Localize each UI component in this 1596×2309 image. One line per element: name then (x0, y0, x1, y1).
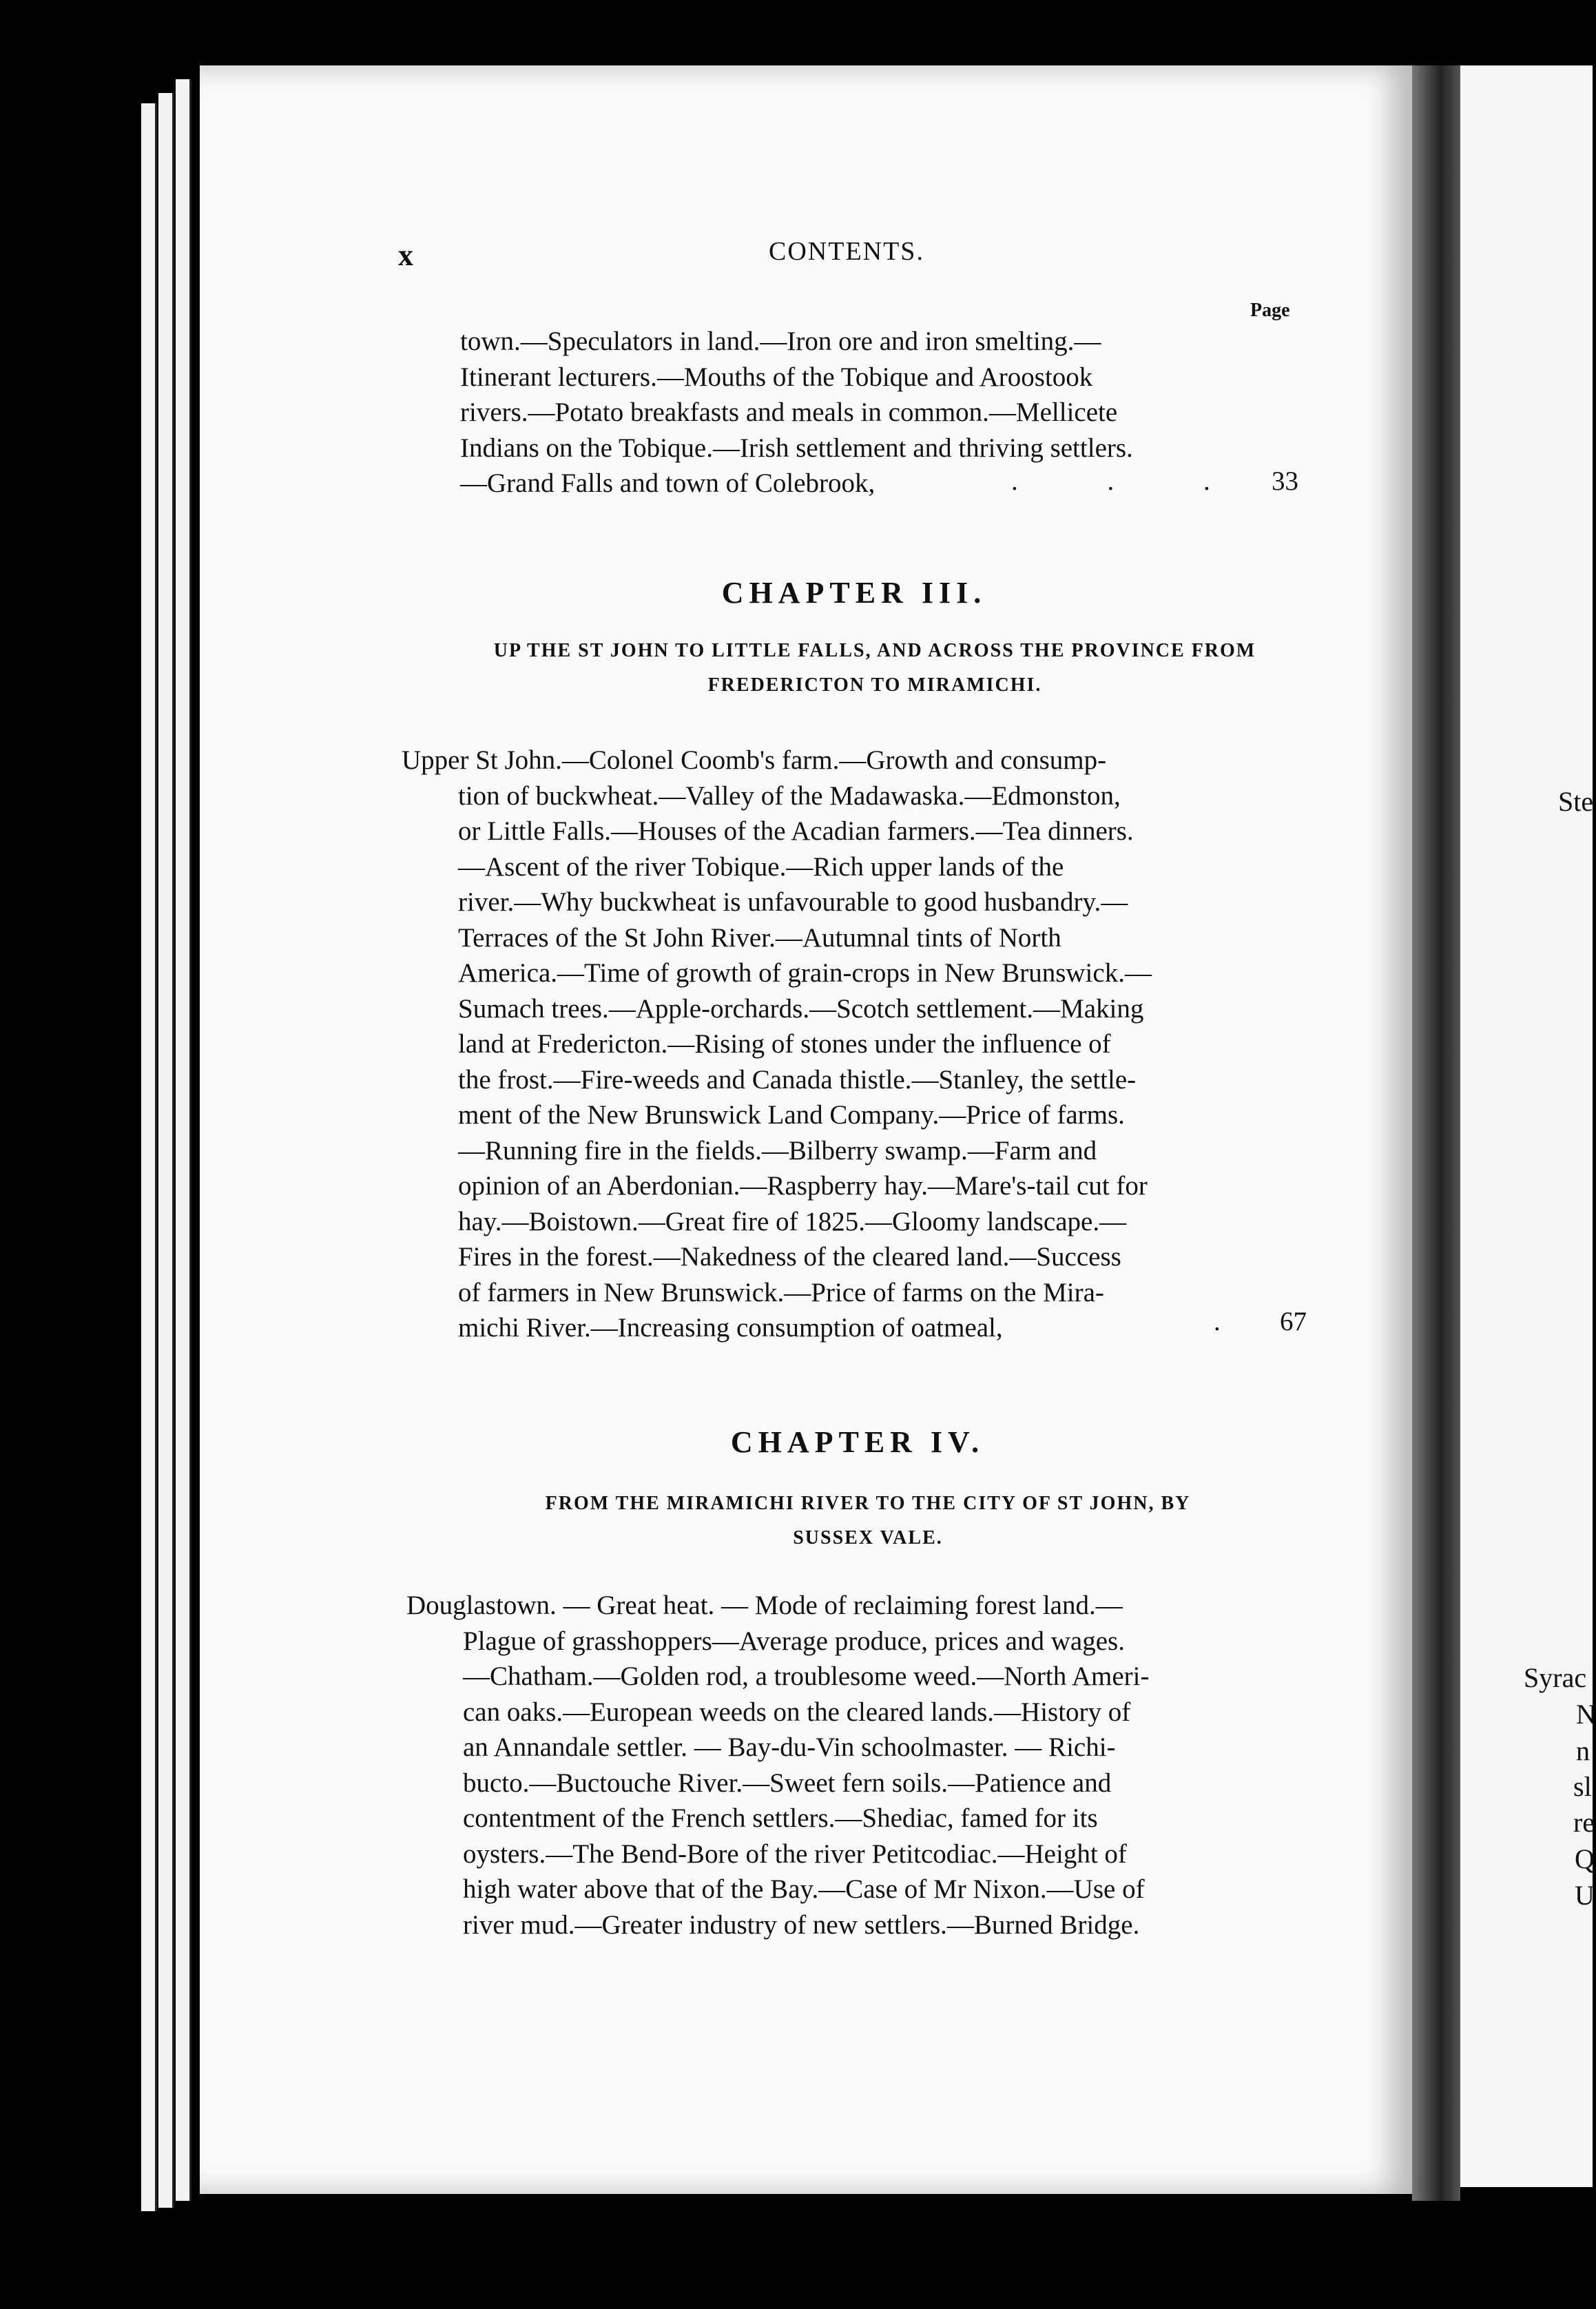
leader-dots: . . . (1011, 466, 1252, 496)
page-number: 33 (1272, 466, 1298, 496)
leader-dots: . (1214, 1307, 1262, 1336)
entry-line: hay.—Boistown.—Great fire of 1825.—Gloomy landscape.— (458, 1206, 1127, 1236)
entry-line: contentment of the French settlers.—Shediac, famed for its (463, 1803, 1098, 1833)
entry-line: tion of buckwheat.—Valley of the Madawaska.—Edmonston, (458, 780, 1121, 811)
entry-line: Itinerant lecturers.—Mouths of the Tobique and Aroostook (460, 362, 1093, 392)
entry-line: the frost.—Fire-weeds and Canada thistle.—Stanley, the settle- (458, 1064, 1137, 1095)
chapter-subtitle-line: FROM THE MIRAMICHI RIVER TO THE CITY OF ST JOHN, BY (545, 1493, 1191, 1514)
page-edge (141, 103, 157, 2211)
facing-page-fragment: Syrac (1524, 1662, 1587, 1693)
facing-page-fragment: Ste (1558, 786, 1594, 817)
entry-line: Fires in the forest.—Nakedness of the cleared land.—Success (458, 1242, 1121, 1272)
entry-line: Douglastown. — Great heat. — Mode of reclaiming forest land.— (406, 1591, 1123, 1620)
entry-line: opinion of an Aberdonian.—Raspberry hay.—Mare's-tail cut for (458, 1171, 1148, 1201)
chapter-heading: CHAPTER IV. (730, 1425, 985, 1459)
entry-line: Upper St John.—Colonel Coomb's farm.—Growth and consump- (402, 745, 1107, 775)
entry-line: Plague of grasshoppers—Average produce, prices and wages. (463, 1626, 1125, 1656)
chapter-subtitle-line: FREDERICTON TO MIRAMICHI. (707, 674, 1042, 696)
folio-number: x (398, 238, 413, 272)
entry-line: land at Fredericton.—Rising of stones under the influence of (458, 1029, 1111, 1059)
entry-line: high water above that of the Bay.—Case of Mr Nixon.—Use of (463, 1874, 1145, 1904)
page-column-label: Page (1250, 300, 1290, 321)
chapter-summary (402, 743, 1250, 1346)
entry-line: can oaks.—European weeds on the cleared lands.—History of (463, 1697, 1131, 1727)
entry-line: —Chatham.—Golden rod, a troublesome weed.—North Ameri- (463, 1661, 1150, 1691)
facing-page-fragment: sl (1573, 1771, 1592, 1802)
page-edge (176, 79, 191, 2201)
running-title: CONTENTS. (769, 237, 924, 266)
entry-line: —Ascent of the river Tobique.—Rich upper lands of the (458, 851, 1064, 882)
entry-line: America.—Time of growth of grain-crops in New Brunswick.— (458, 958, 1152, 988)
facing-page-fragment: n (1576, 1735, 1590, 1766)
facing-page (1460, 65, 1593, 2187)
page-number: 67 (1280, 1307, 1307, 1336)
facing-page-fragment: U (1575, 1880, 1595, 1911)
entry-line: michi River.—Increasing consumption of oatmeal, (458, 1313, 1003, 1343)
entry-line: an Annandale settler. — Bay-du-Vin schoolmaster. — Richi- (463, 1732, 1116, 1762)
chapter-subtitle-line: UP THE ST JOHN TO LITTLE FALLS, AND ACROSS THE PROVINCE FROM (493, 640, 1256, 661)
chapter-summary (406, 1588, 1255, 1943)
entry-line: —Grand Falls and town of Colebrook, (460, 468, 875, 498)
chapter-heading: CHAPTER III. (721, 576, 987, 610)
chapter-subtitle (386, 1487, 1350, 1555)
entry-line: bucto.—Buctouche River.—Sweet fern soils.—Patience and (463, 1768, 1112, 1798)
entry-line: river mud.—Greater industry of new settlers.—Burned Bridge. (463, 1909, 1140, 1940)
entry-line: Terraces of the St John River.—Autumnal tints of North (458, 922, 1061, 953)
chapter-subtitle-line: SUSSEX VALE. (793, 1527, 943, 1549)
chapter-subtitle (393, 634, 1357, 703)
entry-line: Sumach trees.—Apple-orchards.—Scotch settlement.—Making (458, 993, 1144, 1024)
entry-line: town.—Speculators in land.—Iron ore and iron smelting.— (460, 327, 1101, 356)
entry-line: Indians on the Tobique.—Irish settlement and thriving settlers. (460, 433, 1133, 463)
page-edge (158, 93, 174, 2208)
entry-line: river.—Why buckwheat is unfavourable to good husbandry.— (458, 887, 1128, 917)
entry-line: —Running fire in the fields.—Bilberry swamp.—Farm and (458, 1135, 1097, 1166)
entry-line: oysters.—The Bend-Bore of the river Petitcodiac.—Height of (463, 1839, 1127, 1869)
entry-line: of farmers in New Brunswick.—Price of farms on the Mira- (458, 1277, 1104, 1307)
entry-line: or Little Falls.—Houses of the Acadian farmers.—Tea dinners. (458, 816, 1134, 846)
facing-page-fragment: N (1576, 1699, 1596, 1730)
entry-line: ment of the New Brunswick Land Company.—Price of farms. (458, 1100, 1125, 1130)
facing-page-fragment: re (1573, 1807, 1595, 1838)
entry-line: rivers.—Potato breakfasts and meals in common.—Mellicete (460, 397, 1118, 427)
book-spine (1412, 65, 1460, 2201)
facing-page-fragment: Q (1575, 1843, 1595, 1874)
